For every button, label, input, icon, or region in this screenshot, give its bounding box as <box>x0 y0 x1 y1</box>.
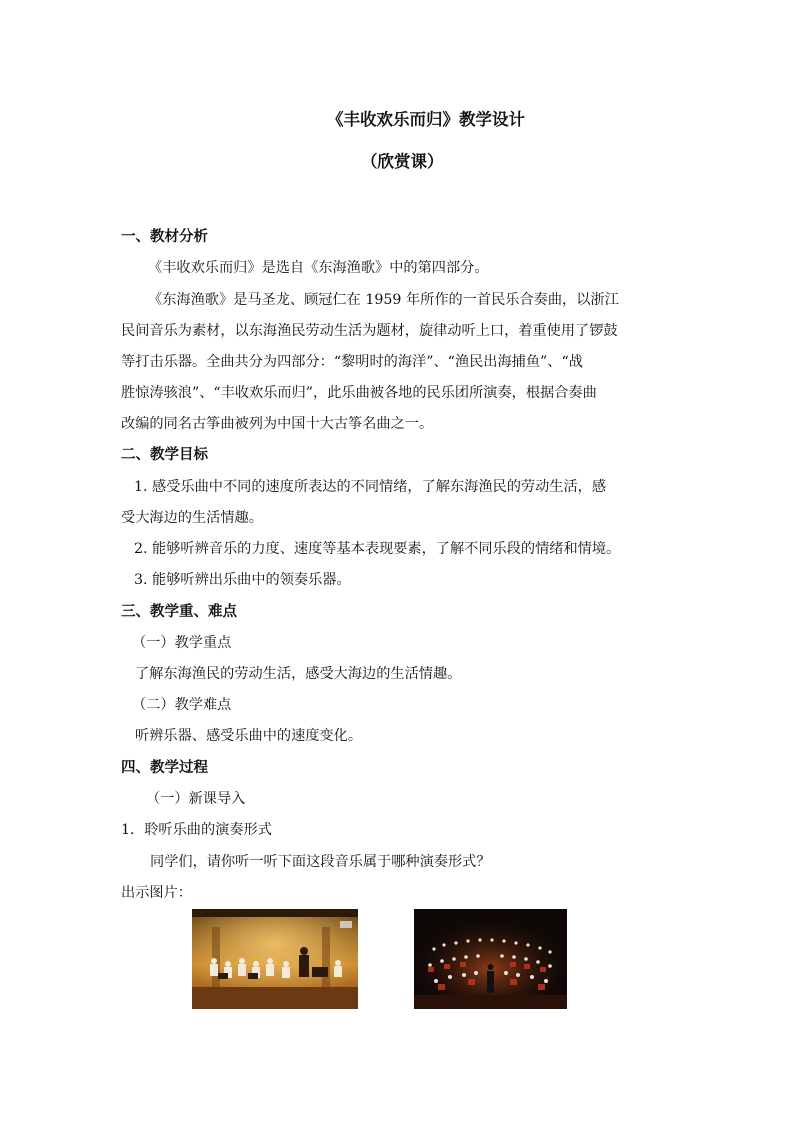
section-heading-3: 三、教学重、难点 <box>121 603 237 620</box>
ensemble-photo-traditional-image <box>192 909 358 1009</box>
ensemble-photo-traditional <box>192 909 358 1009</box>
show-pictures-label: 出示图片： <box>121 885 192 901</box>
paragraph-line: 《丰收欢乐而归》是选自《东海渔歌》中的第四部分。 <box>148 260 489 276</box>
paragraph-line: 民间音乐为素材，以东海渔民劳动生活为题材，旋律动听上口，着重使用了锣鼓 <box>121 323 618 339</box>
question-text: 同学们，请你听一听下面这段音乐属于哪种演奏形式？ <box>150 854 491 870</box>
key-points-text: 了解东海渔民的劳动生活，感受大海边的生活情趣。 <box>135 666 462 682</box>
page-title: 《丰收欢乐而归》教学设计 <box>327 110 525 129</box>
section-heading-1: 一、教材分析 <box>121 228 208 245</box>
goal-item-1-cont: 受大海边的生活情趣。 <box>121 510 263 526</box>
paragraph-line: 胜惊涛骇浪”、“丰收欢乐而归”，此乐曲被各地的民乐团所演奏，根据合奏曲 <box>121 385 597 401</box>
ensemble-photo-orchestra-image <box>414 909 567 1009</box>
paragraph-line: 《东海渔歌》是马圣龙、顾冠仁在 1959 年所作的一首民乐合奏曲，以浙江 <box>148 292 619 308</box>
subheading-difficulties: （二）教学难点 <box>132 697 232 713</box>
subheading-key-points: （一）教学重点 <box>132 635 232 651</box>
paragraph-line: 改编的同名古筝曲被列为中国十大古筝名曲之一。 <box>121 416 434 432</box>
goal-item-3: 3. 能够听辨出乐曲中的领奏乐器。 <box>134 572 351 588</box>
page-subtitle: （欣赏课） <box>361 152 444 171</box>
subheading-intro: （一）新课导入 <box>146 791 246 807</box>
difficulties-text: 听辨乐器、感受乐曲中的速度变化。 <box>135 728 363 744</box>
paragraph-line: 等打击乐器。全曲共分为四部分：“黎明时的海洋”、“渔民出海捕鱼”、“战 <box>121 354 583 370</box>
list-item-1: 1．聆听乐曲的演奏形式 <box>121 822 272 838</box>
section-heading-2: 二、教学目标 <box>121 446 208 463</box>
section-heading-4: 四、教学过程 <box>121 759 208 776</box>
goal-item-1: 1. 感受乐曲中不同的速度所表达的不同情绪，了解东海渔民的劳动生活，感 <box>134 479 607 495</box>
goal-item-2: 2. 能够听辨音乐的力度、速度等基本表现要素，了解不同乐段的情绪和情境。 <box>134 541 621 557</box>
ensemble-photo-orchestra <box>414 909 567 1009</box>
